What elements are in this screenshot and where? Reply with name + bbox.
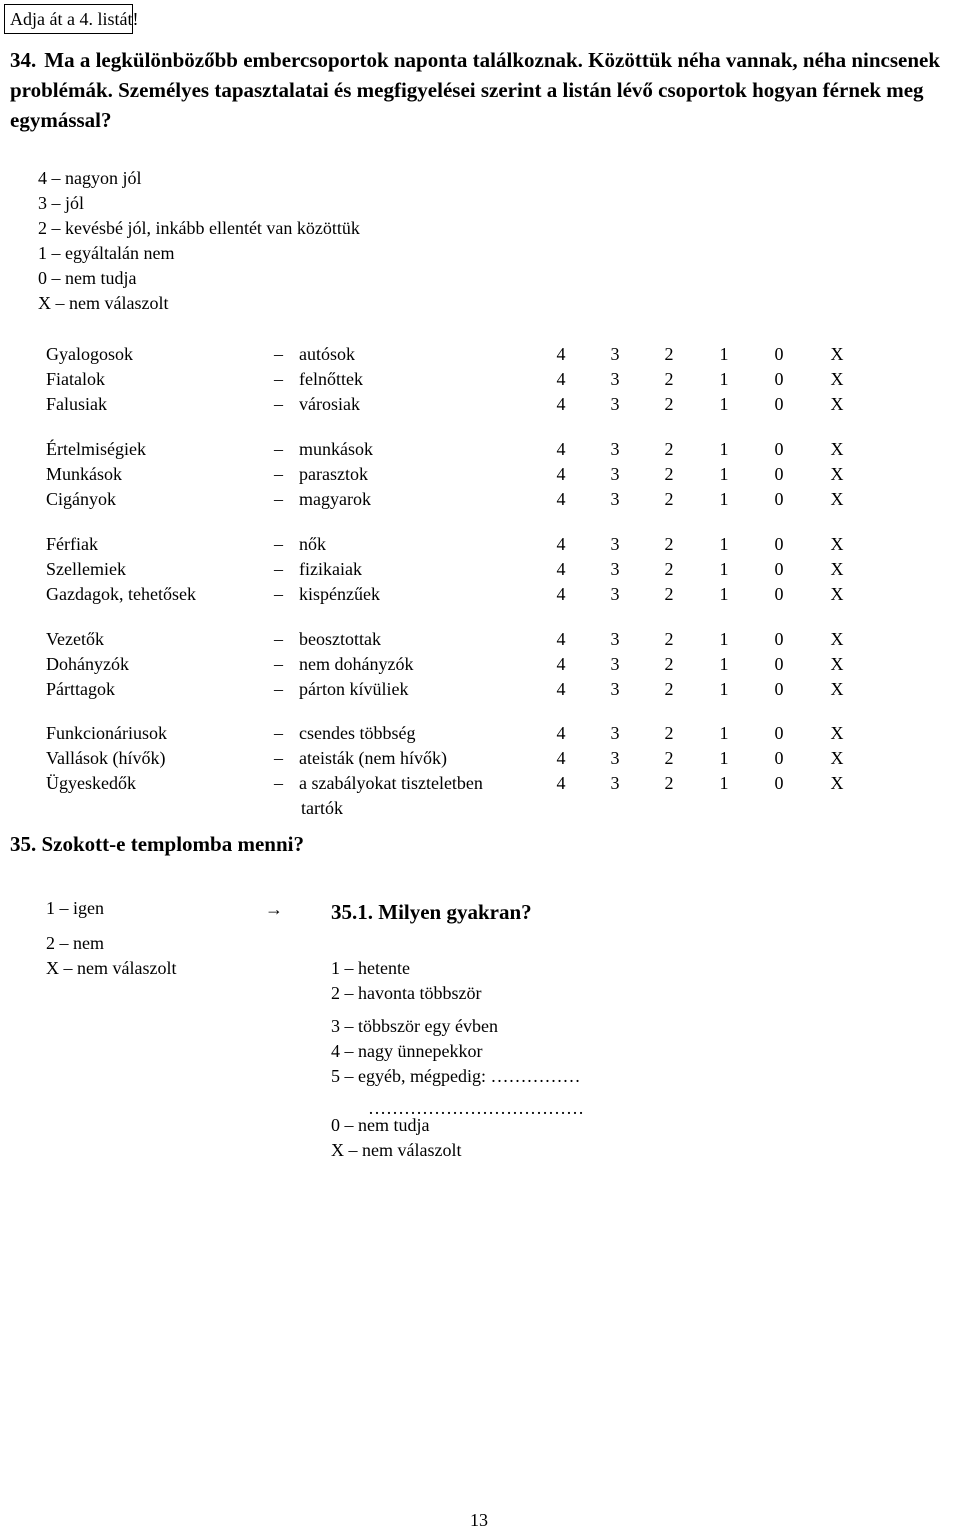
answer-code[interactable]: 3: [610, 464, 620, 484]
answer-code[interactable]: 2: [664, 584, 674, 604]
dash-separator: –: [274, 464, 283, 484]
answer-code[interactable]: 3: [610, 394, 620, 414]
scale-item: 3 – jól: [38, 193, 85, 213]
answer-code[interactable]: 2: [664, 559, 674, 579]
dash-separator: –: [274, 534, 283, 554]
answer-code[interactable]: 4: [556, 439, 566, 459]
answer-code[interactable]: X: [830, 654, 844, 674]
group-a-label: Fiatalok: [46, 369, 105, 389]
answer-code[interactable]: 1: [719, 679, 729, 699]
dash-separator: –: [274, 344, 283, 364]
dash-separator: –: [274, 723, 283, 743]
answer-code[interactable]: X: [830, 748, 844, 768]
dash-separator: –: [274, 394, 283, 414]
answer-code[interactable]: 1: [719, 629, 729, 649]
answer-code[interactable]: 3: [610, 629, 620, 649]
group-b-cell: [274, 677, 408, 702]
table-row: [0, 487, 940, 512]
answer-code[interactable]: 3: [610, 534, 620, 554]
frequency-option: 2 – havonta többször: [331, 983, 482, 1003]
question-text: Ma a legkülönbözőbb embercsoportok naponta találkoznak. Közöttük néha vannak, néha nincsenek problémák. Személyes tapasztalatai és megfigyelései szerint a listán lévő csoportok hogyan férnek meg egymással?: [10, 48, 941, 132]
group-b-cell: [274, 627, 381, 652]
table-row: [0, 582, 940, 607]
table-row: [0, 367, 940, 392]
group-b-cell: [274, 557, 362, 582]
answer-code[interactable]: 4: [556, 748, 566, 768]
answer-code[interactable]: 0: [774, 534, 784, 554]
answer-scale: [38, 166, 360, 316]
answer-code[interactable]: 2: [664, 369, 674, 389]
answer-code[interactable]: 0: [774, 369, 784, 389]
group-b-cell: [274, 487, 371, 512]
answer-code[interactable]: 0: [774, 344, 784, 364]
dash-separator: –: [274, 773, 283, 793]
table-row: [0, 677, 940, 702]
answer-code[interactable]: 1: [719, 489, 729, 509]
group-b-label: ateisták (nem hívők): [299, 748, 447, 768]
group-b-cell: [274, 342, 355, 367]
answer-code[interactable]: X: [830, 679, 844, 699]
answer-code[interactable]: 3: [610, 489, 620, 509]
frequency-option: 0 – nem tudja: [331, 1115, 430, 1135]
table-row: [0, 557, 940, 582]
group-b-label: nők: [299, 534, 326, 554]
page-number: 13: [470, 1510, 488, 1530]
group-b-label-continued: tartók: [301, 798, 343, 818]
group-a-label: Cigányok: [46, 489, 116, 509]
question-number: 34.: [10, 48, 37, 72]
table-row: [0, 392, 940, 417]
answer-code[interactable]: 0: [774, 559, 784, 579]
group-b-cell: [274, 437, 373, 462]
answer-code[interactable]: 4: [556, 654, 566, 674]
question-34: [10, 45, 955, 135]
instruction-box: Adja át a 4. listát!: [4, 4, 133, 34]
answer-code[interactable]: 1: [719, 439, 729, 459]
answer-code[interactable]: 1: [719, 584, 729, 604]
question-35-1: 35.1. Milyen gyakran?: [331, 900, 532, 924]
answer-code[interactable]: 4: [556, 344, 566, 364]
answer-code[interactable]: 2: [664, 748, 674, 768]
answer-code[interactable]: 0: [774, 584, 784, 604]
answer-code[interactable]: 3: [610, 654, 620, 674]
answer-code[interactable]: 1: [719, 464, 729, 484]
answer-code[interactable]: 2: [664, 654, 674, 674]
answer-code[interactable]: 3: [610, 679, 620, 699]
dash-separator: –: [274, 369, 283, 389]
group-b-label: felnőttek: [299, 369, 363, 389]
answer-code[interactable]: 4: [556, 369, 566, 389]
question-35: 35. Szokott-e templomba menni?: [10, 832, 304, 856]
answer-code[interactable]: 0: [774, 748, 784, 768]
group-a-label: Vezetők: [46, 629, 104, 649]
answer-code[interactable]: 1: [719, 559, 729, 579]
group-b-cell: [274, 746, 447, 771]
group-a-label: Gyalogosok: [46, 344, 133, 364]
answer-code[interactable]: 3: [610, 344, 620, 364]
answer-code[interactable]: 0: [774, 629, 784, 649]
answer-code[interactable]: X: [830, 723, 844, 743]
answer-option: 2 – nem: [46, 933, 104, 953]
arrow-icon: →: [265, 899, 283, 919]
answer-code[interactable]: 4: [556, 584, 566, 604]
dash-separator: –: [274, 629, 283, 649]
table-row: [0, 437, 940, 462]
answer-code[interactable]: X: [830, 773, 844, 793]
table-row: [0, 627, 940, 652]
group-a-label: Értelmiségiek: [46, 439, 146, 459]
answer-code[interactable]: 4: [556, 394, 566, 414]
group-b-cell: [274, 462, 368, 487]
answer-code[interactable]: 2: [664, 773, 674, 793]
group-b-cell: [274, 721, 415, 746]
table-row: [0, 532, 940, 557]
frequency-option: X – nem válaszolt: [331, 1140, 462, 1160]
group-b-label: autósok: [299, 344, 355, 364]
group-a-label: Funkcionáriusok: [46, 723, 167, 743]
answer-option: 1 – igen: [46, 898, 104, 918]
answer-code[interactable]: X: [830, 584, 844, 604]
frequency-option: 1 – hetente: [331, 958, 410, 978]
answer-code[interactable]: 1: [719, 344, 729, 364]
answer-code[interactable]: 2: [664, 344, 674, 364]
dash-separator: –: [274, 489, 283, 509]
dash-separator: –: [274, 439, 283, 459]
answer-code[interactable]: 0: [774, 679, 784, 699]
scale-item: 1 – egyáltalán nem: [38, 243, 175, 263]
group-a-label: Ügyeskedők: [46, 773, 136, 793]
answer-code[interactable]: 0: [774, 723, 784, 743]
answer-code[interactable]: 0: [774, 464, 784, 484]
group-b-label: városiak: [299, 394, 360, 414]
answer-code[interactable]: 4: [556, 773, 566, 793]
answer-code[interactable]: 3: [610, 559, 620, 579]
answer-code[interactable]: 2: [664, 489, 674, 509]
group-b-label: nem dohányzók: [299, 654, 414, 674]
table-row: [0, 746, 940, 771]
dash-separator: –: [274, 748, 283, 768]
group-b-cell: [274, 532, 326, 557]
group-b-label: párton kívüliek: [299, 679, 409, 699]
answer-code[interactable]: 4: [556, 559, 566, 579]
group-a-label: Vallások (hívők): [46, 748, 166, 768]
scale-item: 2 – kevésbé jól, inkább ellentét van közöttük: [38, 218, 360, 238]
answer-code[interactable]: 0: [774, 654, 784, 674]
answer-code[interactable]: 2: [664, 394, 674, 414]
answer-code[interactable]: X: [830, 559, 844, 579]
answer-code[interactable]: 1: [719, 534, 729, 554]
group-a-label: Falusiak: [46, 394, 107, 414]
group-a-label: Munkások: [46, 464, 122, 484]
answer-code[interactable]: 3: [610, 369, 620, 389]
group-a-label: Férfiak: [46, 534, 98, 554]
scale-item: 0 – nem tudja: [38, 268, 137, 288]
group-b-label: a szabályokat tiszteletben: [299, 773, 483, 793]
answer-code[interactable]: X: [830, 344, 844, 364]
answer-code[interactable]: X: [830, 629, 844, 649]
frequency-option: 5 – egyéb, mégpedig: ……………: [331, 1066, 581, 1086]
group-b-cell: [274, 771, 483, 796]
answer-code[interactable]: 2: [664, 439, 674, 459]
answer-code[interactable]: 1: [719, 369, 729, 389]
group-b-cell: [274, 582, 380, 607]
answer-code[interactable]: 2: [664, 723, 674, 743]
group-b-cell: [274, 392, 360, 417]
answer-code[interactable]: 1: [719, 723, 729, 743]
group-a-label: Párttagok: [46, 679, 115, 699]
dash-separator: –: [274, 559, 283, 579]
answer-code[interactable]: 1: [719, 654, 729, 674]
group-b-label: csendes többség: [299, 723, 416, 743]
answer-code[interactable]: 4: [556, 723, 566, 743]
answer-code[interactable]: 4: [556, 534, 566, 554]
answer-code[interactable]: X: [830, 369, 844, 389]
answer-code[interactable]: X: [830, 394, 844, 414]
answer-code[interactable]: 3: [610, 723, 620, 743]
table-row: [0, 771, 940, 818]
table-row: [0, 342, 940, 367]
answer-code[interactable]: 2: [664, 534, 674, 554]
answer-code[interactable]: 1: [719, 773, 729, 793]
scale-item: X – nem válaszolt: [38, 293, 169, 313]
group-a-label: Szellemiek: [46, 559, 126, 579]
dash-separator: –: [274, 679, 283, 699]
answer-code[interactable]: 4: [556, 679, 566, 699]
table-row: [0, 721, 940, 746]
answer-code[interactable]: 0: [774, 773, 784, 793]
group-b-cell: [274, 652, 413, 677]
answer-code[interactable]: 0: [774, 439, 784, 459]
answer-code[interactable]: 4: [556, 629, 566, 649]
dash-separator: –: [274, 584, 283, 604]
frequency-option: 3 – többször egy évben: [331, 1016, 498, 1036]
answer-code[interactable]: 3: [610, 584, 620, 604]
answer-code[interactable]: 2: [664, 629, 674, 649]
answer-code[interactable]: 2: [664, 464, 674, 484]
answer-code[interactable]: X: [830, 534, 844, 554]
answer-code[interactable]: 2: [664, 679, 674, 699]
group-b-label: kispénzűek: [299, 584, 380, 604]
answer-code[interactable]: 4: [556, 464, 566, 484]
answer-code[interactable]: 0: [774, 394, 784, 414]
answer-code[interactable]: X: [830, 439, 844, 459]
dash-separator: –: [274, 654, 283, 674]
answer-code[interactable]: 0: [774, 489, 784, 509]
table-row: [0, 652, 940, 677]
answer-code[interactable]: 1: [719, 394, 729, 414]
group-b-label: fizikaiak: [299, 559, 362, 579]
fill-in-dots: ………………………………: [368, 1098, 584, 1118]
answer-code[interactable]: 1: [719, 748, 729, 768]
scale-item: 4 – nagyon jól: [38, 168, 142, 188]
group-a-label: Dohányzók: [46, 654, 129, 674]
answer-code[interactable]: X: [830, 489, 844, 509]
group-a-label: Gazdagok, tehetősek: [46, 584, 196, 604]
group-b-cell: [274, 367, 363, 392]
answer-option: X – nem válaszolt: [46, 958, 177, 978]
group-b-label: munkások: [299, 439, 373, 459]
group-b-label: parasztok: [299, 464, 368, 484]
answer-code[interactable]: 4: [556, 489, 566, 509]
table-row: [0, 462, 940, 487]
frequency-option: 4 – nagy ünnepekkor: [331, 1041, 483, 1061]
answer-code[interactable]: 3: [610, 748, 620, 768]
answer-code[interactable]: 3: [610, 773, 620, 793]
answer-code[interactable]: X: [830, 464, 844, 484]
group-b-label: beosztottak: [299, 629, 381, 649]
answer-code[interactable]: 3: [610, 439, 620, 459]
group-b-label: magyarok: [299, 489, 371, 509]
